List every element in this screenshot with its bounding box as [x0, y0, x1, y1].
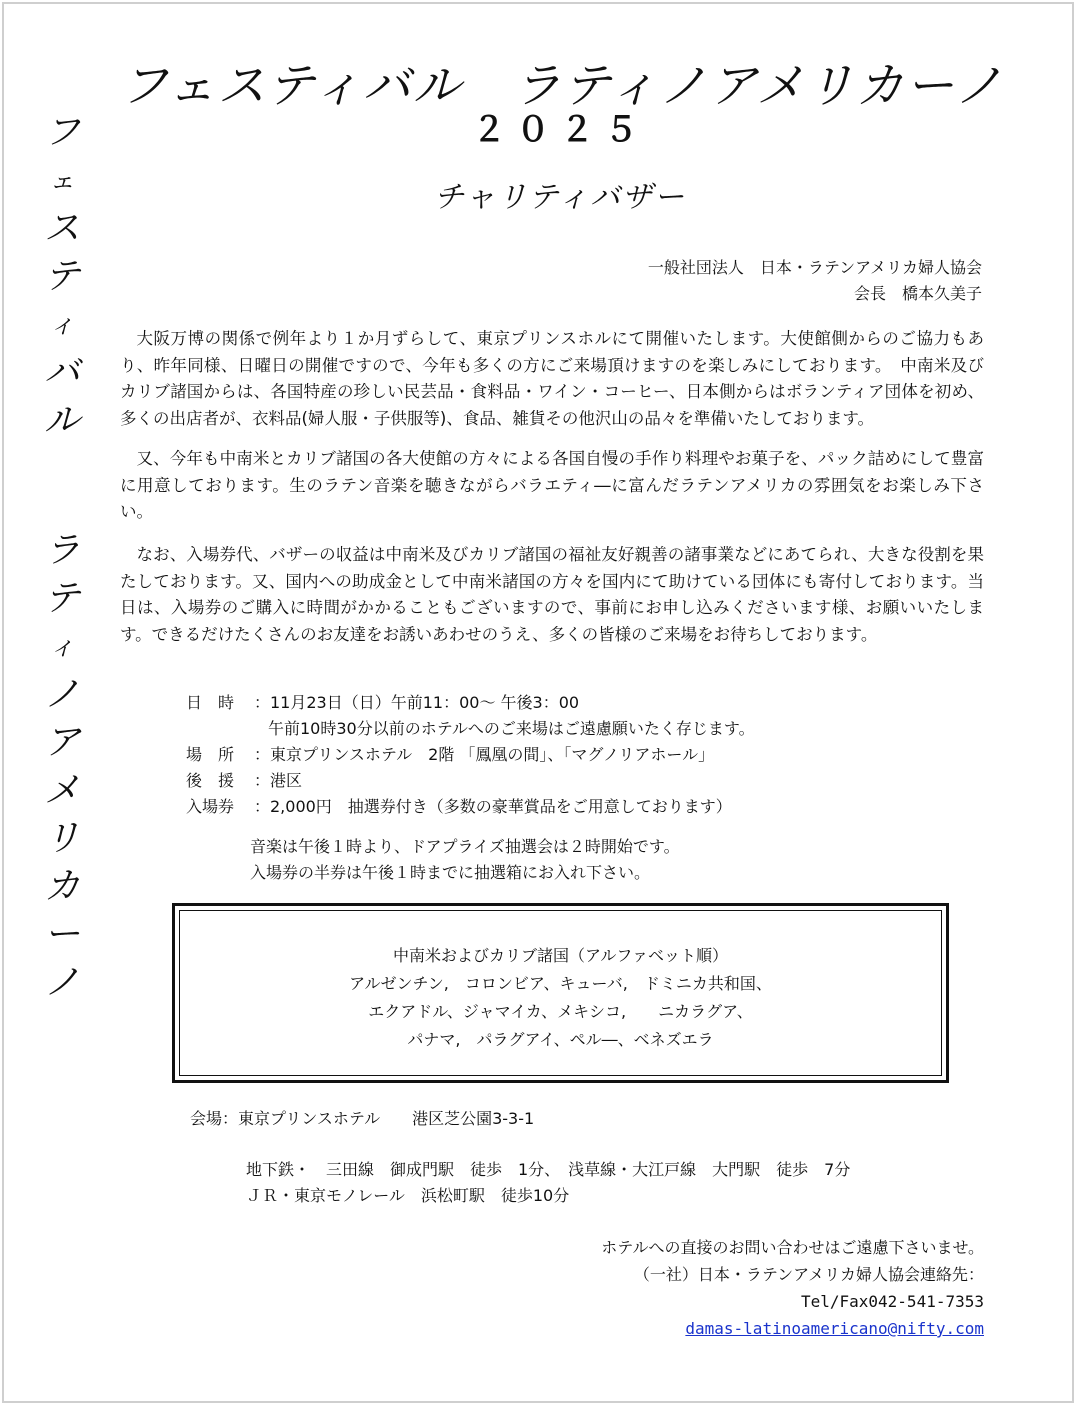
access-info: [246, 1157, 850, 1209]
vertical-char: ス: [43, 208, 80, 249]
event-details: [186, 690, 755, 820]
ticket-stub-note: 入場券の半券は午後１時までに抽選箱にお入れ下さい。: [250, 863, 651, 882]
organizer-name: 一般社団法人 日本・ラテンアメリカ婦人協会: [647, 258, 982, 277]
event-year: ２０２５: [472, 110, 648, 150]
page-title: フェスティバル ラティノアメリカーノ: [120, 58, 1005, 114]
contact-tel: Tel/Fax042-541-7353: [800, 1292, 984, 1311]
detail-label: 日 時: [186, 693, 235, 712]
detail-value: ：港区: [254, 771, 303, 790]
access-subway: 地下鉄・ 三田線 御成門駅 徒歩 1分、 浅草線・大江戸線 大門駅 徒歩 7分: [246, 1160, 851, 1179]
country-list-line: パナマ, パラグアイ、ペル―、ベネズエラ: [407, 1030, 714, 1049]
detail-label: 場 所: [186, 745, 235, 764]
vertical-char: ノ: [43, 962, 80, 1003]
page-subtitle: チャリティバザー: [433, 180, 687, 215]
country-list-heading: 中南米およびカリブ諸国（アルファベット順）: [392, 946, 729, 965]
vertical-char: ラ: [43, 530, 80, 571]
contact-email-link[interactable]: damas-latinoamericano@nifty.com: [685, 1319, 984, 1338]
vertical-char: ノ: [43, 674, 80, 715]
detail-label: 入場券: [186, 797, 235, 816]
detail-label: 後 援: [186, 771, 235, 790]
vertical-char: ル: [43, 400, 80, 441]
contact-info: [601, 1234, 984, 1342]
detail-note: 午前10時30分以前のホテルへのご来場はご遠慮願いたく存じます。: [268, 719, 755, 738]
vertical-char: フ: [43, 112, 80, 153]
vertical-char: ー: [43, 914, 80, 955]
detail-row-support: [186, 768, 755, 794]
vertical-title: [38, 112, 86, 1010]
vertical-char: ェ: [48, 166, 75, 196]
vertical-char: テ: [43, 256, 80, 297]
country-list-line: エクアドル、ジャマイカ、メキシコ, ニカラグア、: [368, 1002, 753, 1021]
detail-value: ：2,000円 抽選券付き（多数の豪華賞品をご用意しております）: [254, 797, 732, 816]
vertical-char: ィ: [48, 632, 75, 662]
access-jr: ＪＲ・東京モノレール 浜松町駅 徒歩10分: [246, 1186, 570, 1205]
vertical-char: リ: [43, 818, 80, 859]
vertical-char: カ: [43, 866, 80, 907]
detail-row-datetime: [186, 690, 755, 716]
vertical-char: テ: [43, 578, 80, 619]
vertical-char: ィ: [48, 310, 75, 340]
music-note: 音楽は午後１時より、ドアプライズ抽選会は２時開始です。: [250, 837, 680, 856]
detail-value: ：東京プリンスホテル 2階 「鳳凰の間」、「マグノリアホール」: [254, 745, 715, 764]
vertical-char: バ: [43, 352, 80, 393]
contact-org: （一社）日本・ラテンアメリカ婦人協会連絡先：: [633, 1265, 984, 1284]
body-paragraph-1: 大阪万博の関係で例年より１か月ずらして、東京プリンスホルにて開催いたします。大使館側からのご協力もあり、昨年同様、日曜日の開催ですので、今年も多くの方にご来場頂けますのを楽しみにしております。 中南米及びカリブ諸国からは、各国特産の珍しい民芸品・食料品・ワイン・コーヒー、日本側からはボランティア団体を初め、多くの出店者が、衣料品(婦人服・子供服等)、食品、雑貨その他沢山の品々を準備いたしております。: [120, 329, 984, 428]
country-list: [175, 942, 946, 1054]
organizer-president: 会長 橋本久美子: [853, 284, 982, 303]
country-list-line: アルゼンチン, コロンビア、キューバ, ドミニカ共和国、: [349, 974, 772, 993]
contact-notice: ホテルへの直接のお問い合わせはご遠慮下さいませ。: [601, 1238, 984, 1257]
vertical-char: メ: [43, 770, 80, 811]
detail-row-place: [186, 742, 755, 768]
venue-address: 会場：東京プリンスホテル 港区芝公園3-3-1: [190, 1109, 535, 1128]
detail-row-ticket: [186, 794, 755, 820]
body-paragraph-2: 又、今年も中南米とカリブ諸国の各大使館の方々による各国自慢の手作り料理やお菓子を、パック詰めにして豊富に用意しております。生のラテン音楽を聴きながらバラエティ―に富んだラテンアメリカの雰囲気をお楽しみ下さい。: [120, 449, 984, 521]
vertical-char: ア: [43, 722, 80, 763]
detail-row-datetime-note: [186, 716, 755, 742]
detail-value: ：11月23日（日）午前11：00～ 午後3：00: [254, 693, 580, 712]
country-list-box: [172, 903, 949, 1083]
body-paragraph-3: なお、入場券代、バザーの収益は中南米及びカリブ諸国の福祉友好親善の諸事業などにあてられ、大きな役割を果たしております。又、国内への助成金として中南米諸国の方々を国内にて助けている団体にも寄付しております。当日は、入場券のご購入に時間がかかることもございますので、事前にお申し込みくださいます様、お願いいたします。できるだけたくさんのお友達をお誘いあわせのうえ、多くの皆様のご来場をお待ちしております。: [120, 545, 984, 644]
